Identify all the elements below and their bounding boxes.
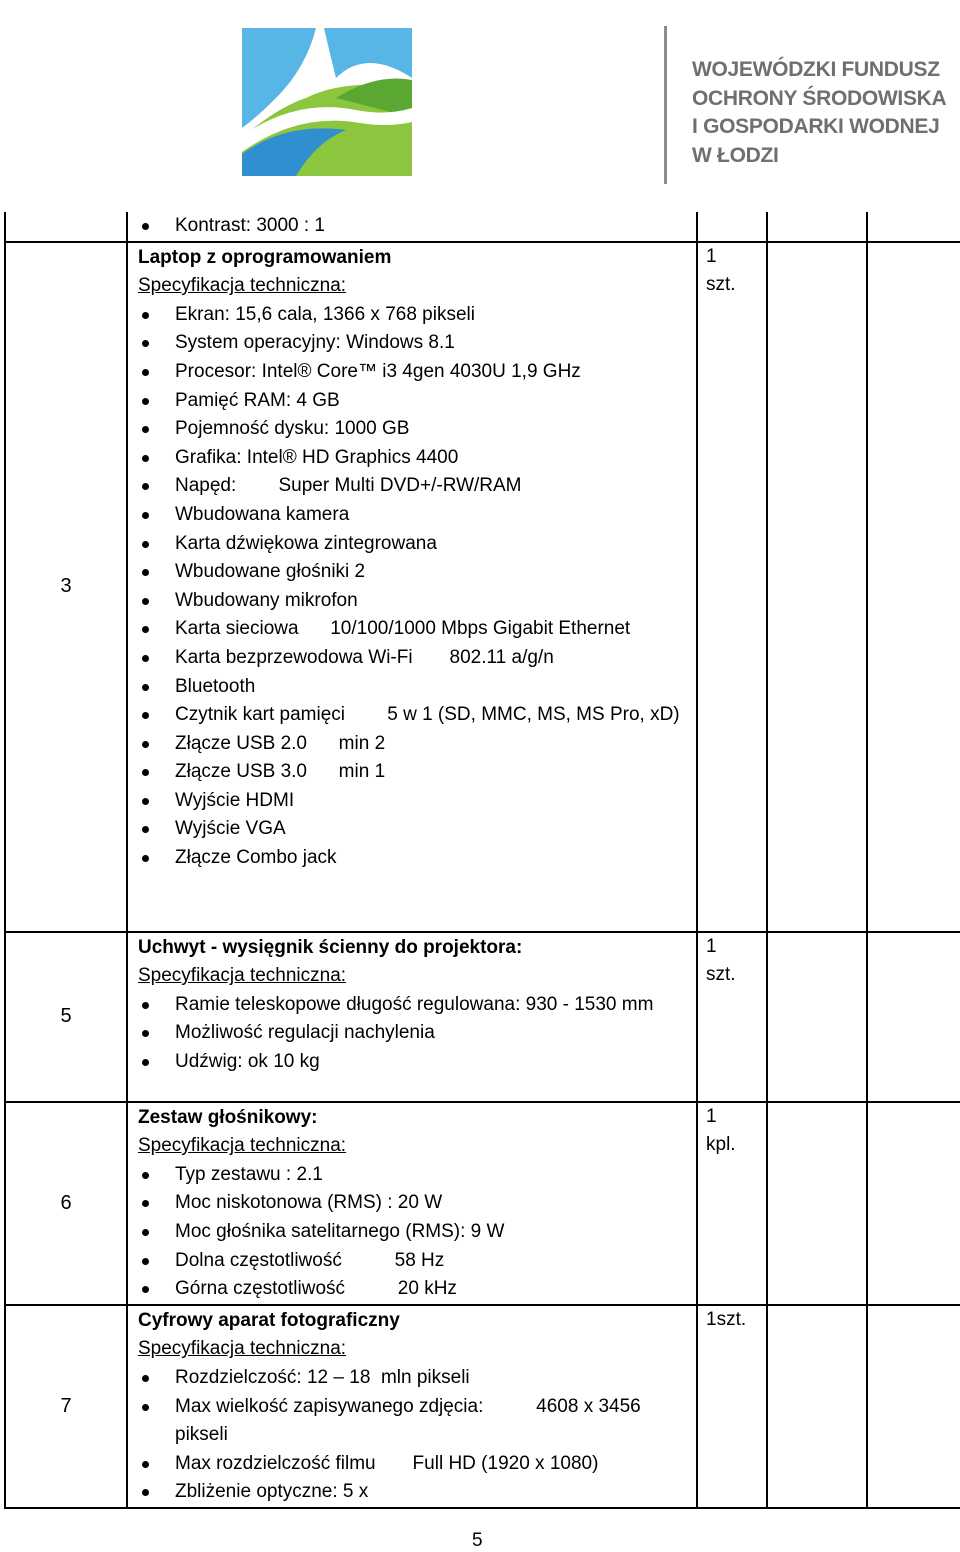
quantity: 1	[706, 1105, 717, 1127]
item-title: Laptop z oprogramowaniem	[138, 246, 392, 268]
list-item: Zbliżenie optyczne: 5 x	[138, 1478, 690, 1507]
list-item: Górna częstotliwość 20 kHz	[138, 1275, 690, 1304]
spec-label: Specyfikacja techniczna:	[138, 1135, 347, 1157]
logo-line-4: W ŁODZI	[692, 143, 779, 167]
list-item: Dolna częstotliwość 58 Hz	[138, 1247, 690, 1276]
list-item: Napęd: Super Multi DVD+/-RW/RAM	[138, 472, 690, 501]
page-number: 5	[472, 1530, 483, 1551]
list-item: Karta dźwiękowa zintegrowana	[138, 530, 690, 559]
list-item: Złącze Combo jack	[138, 844, 690, 873]
logo-line-2: OCHRONY ŚRODOWISKA	[692, 86, 947, 110]
item-title: Zestaw głośnikowy:	[138, 1106, 318, 1128]
table-row	[5, 1102, 960, 1305]
list-item: Wbudowany mikrofon	[138, 587, 690, 616]
quantity: 1szt.	[706, 1308, 747, 1330]
list-item: Wbudowana kamera	[138, 501, 690, 530]
list-item: System operacyjny: Windows 8.1	[138, 329, 690, 358]
spec-list	[138, 301, 690, 873]
unit: szt.	[706, 964, 736, 986]
list-item: Wyjście HDMI	[138, 787, 690, 816]
logo-wordmark	[692, 56, 946, 170]
spec-label: Specyfikacja techniczna:	[138, 1338, 347, 1360]
logo-line-3: I GOSPODARKI WODNEJ	[692, 115, 940, 138]
spec-label: Specyfikacja techniczna:	[138, 275, 347, 297]
row-number: 3	[5, 242, 127, 932]
row-number: 5	[5, 932, 127, 1102]
unit: szt.	[706, 274, 736, 296]
list-item: Wbudowane głośniki 2	[138, 558, 690, 587]
list-item: Bluetooth	[138, 673, 690, 702]
list-item: Wyjście VGA	[138, 815, 690, 844]
unit: kpl.	[706, 1134, 736, 1156]
specification-table	[4, 212, 960, 1509]
list-item: Kontrast: 3000 : 1	[138, 212, 690, 241]
list-item: Ekran: 15,6 cala, 1366 x 768 pikseli	[138, 301, 690, 330]
item-title: Uchwyt - wysięgnik ścienny do projektora:	[138, 936, 523, 958]
table-row-continued	[5, 212, 960, 242]
table-row	[5, 1305, 960, 1508]
list-item: Rozdzielczość: 12 – 18 mln pikseli	[138, 1364, 690, 1393]
spec-label: Specyfikacja techniczna:	[138, 965, 347, 987]
table-row	[5, 932, 960, 1102]
table-row	[5, 242, 960, 932]
continued-spec-list	[138, 212, 690, 241]
list-item: Udźwig: ok 10 kg	[138, 1048, 690, 1077]
spec-list	[138, 1161, 690, 1304]
list-item: Pojemność dysku: 1000 GB	[138, 415, 690, 444]
row-number: 7	[5, 1305, 127, 1508]
list-item: Max rozdzielczość filmu Full HD (1920 x 1080)	[138, 1450, 690, 1479]
spec-list	[138, 991, 690, 1077]
list-item: Moc niskotonowa (RMS) : 20 W	[138, 1189, 690, 1218]
quantity: 1	[706, 245, 717, 267]
list-item: Moc głośnika satelitarnego (RMS): 9 W	[138, 1218, 690, 1247]
row-number: 6	[5, 1102, 127, 1305]
spec-list	[138, 1364, 690, 1507]
list-item: Typ zestawu : 2.1	[138, 1161, 690, 1190]
list-item: Złącze USB 3.0 min 1	[138, 758, 690, 787]
list-item: Pamięć RAM: 4 GB	[138, 387, 690, 416]
logo-line-1: WOJEWÓDZKI FUNDUSZ	[692, 58, 940, 81]
list-item: Złącze USB 2.0 min 2	[138, 730, 690, 759]
list-item: Karta bezprzewodowa Wi-Fi 802.11 a/g/n	[138, 644, 690, 673]
logo-emblem-icon	[236, 18, 416, 176]
list-item: Czytnik kart pamięci 5 w 1 (SD, MMC, MS, MS Pro, xD)	[138, 701, 690, 730]
list-item: Grafika: Intel® HD Graphics 4400	[138, 444, 690, 473]
list-item: Możliwość regulacji nachylenia	[138, 1019, 690, 1048]
list-item: Ramie teleskopowe długość regulowana: 930 - 1530 mm	[138, 991, 690, 1020]
list-item: Procesor: Intel® Core™ i3 4gen 4030U 1,9 GHz	[138, 358, 690, 387]
item-title: Cyfrowy aparat fotograficzny	[138, 1309, 400, 1331]
list-item: Karta sieciowa 10/100/1000 Mbps Gigabit Ethernet	[138, 615, 690, 644]
quantity: 1	[706, 935, 717, 957]
logo-divider	[664, 26, 667, 184]
wfosigw-logo	[236, 12, 947, 177]
list-item: Max wielkość zapisywanego zdjęcia: 4608 x 3456 pikseli	[138, 1393, 690, 1450]
